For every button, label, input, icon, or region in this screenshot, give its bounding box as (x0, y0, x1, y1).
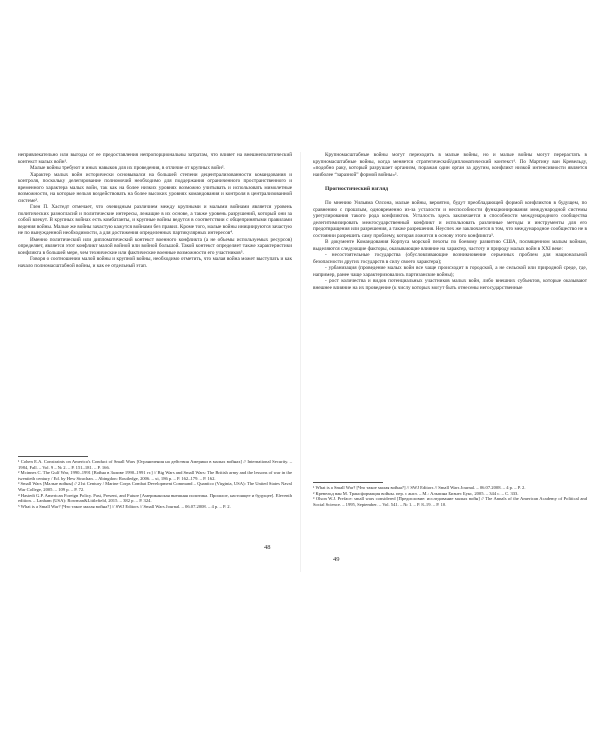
footnote: ³ Olson W.J. Preface: small wars considered [Предисловие: исследование малых войн] // The Annals of the American Academy of Political and Social Science. – 1995, September. – Vol. 541. – № 1. – P. 8–19. – P. 10. (313, 496, 587, 507)
footnote: ¹ What is a Small War? [Что такое малая война?] // SWJ Editors // Small Wars Journal. – 06.07.2008. – 4 p. – P. 2. (313, 485, 526, 490)
footnotes (313, 482, 587, 507)
left-body (18, 152, 292, 269)
footnotes (18, 456, 292, 509)
paragraph: Говоря о соотношении малой войны и крупной войны, необходимо отметить, что малая война может выступать и как начало полномасштабной войны, и как ее отдельный этап. (18, 256, 292, 269)
paragraph: По мнению Уильяма Олсона, малые войны, вероятно, будут преобладающей формой конфликтов в будущем, по сравнению с прошлым, одновременно из-за усталости и неспособности функционирования международной системы урегулирования такого рода конфликтов. Усталость здесь заключается в способности международного сообщества делегитимизировать межгосударственный конфликт и использовать различные методы и инструменты для его предотвращения или разрешения, а также разрешения. Неуспех же заключается в том, что международное сообщество не в состоянии разрешить саму проблему, которая ложится в основу этого конфликта³. (313, 200, 587, 239)
paragraph: Крупномасштабные войны могут переходить в малые войны, но и малые войны могут перерастать в крупномасштабные войны, когда меняется стратегический/дипломатический контекст¹. По Мартину ван Кревельду, «подобно раку, который разрушает организм, поражая один орган за другим, конфликт низкой интенсивности является наиболее “заразной” формой войны»². (313, 152, 587, 178)
list-item: - урбанизация (проведение малых войн все чаще происходит в городской, а не сельской или природной среде, где, например, ранее чаще характеризовались партизанские войны); (313, 265, 587, 278)
paragraph: Именно политический или дипломатический контекст военного конфликта (а не объемы используемых ресурсов) определяет, является этот конфликт малой войной или войной большой. Такой контекст определяет также характеристики конфликта в большей мере, чем технические или фактические военные возможности его участников⁵. (18, 236, 292, 256)
footnote: ² Кревельд ван М. Трансформация войны. пер. с англ. – М.: Альпина Бизнес Букс, 2005. – 344 с. – С. 333. (313, 490, 519, 496)
list-item: - несостоятельные государства (обусловливающие возникновение серьезных проблем для национальной безопасности других государств в силу своего характера); (313, 252, 587, 265)
footnote: ⁵ What is a Small War? [Что такое малая война?] // SWJ Editors // Small Wars Journal. – 06.07.2008. – 4 p. – P. 2. (18, 503, 231, 509)
page-number: 49 (333, 556, 340, 563)
footnote: ² Mcinnes C. The Gulf War, 1990–1991 [Война в Заливе 1990–1991 гг.] // Big Wars and Small Wars: The British army and the lessons of war in the twentieth century / Ed. by Hew Strachan. – Abingdon: Routledge, 2006. – xi, 186 p. – P. 162–179. – P. 162. (18, 470, 292, 481)
list-item: - рост количества и видов потенциальных участников малых войн, либо внешних субъектов, которые оказывают внешнее влияние на их проведение (к числу которых могут быть отнесены негосударственные (313, 278, 587, 291)
gutter (300, 152, 301, 572)
paragraph: В документе Командования Корпуса морской пехоты по боевому развитию США, посвященном малым войнам, выделяются следующие факторы, оказывающие влияние на характер, частоту и природу малых войн в XXI веке: (313, 239, 587, 252)
page-number: 48 (264, 544, 271, 551)
right-page (313, 152, 587, 572)
footnote: ³ Small Wars [Малые войны] // 21st Century / Marine Corps Combat Development Command – Quantico (Virginia, USA): The United States Naval War College, 2005. – 109 p. – P. 72. (18, 481, 292, 492)
footnote-divider (18, 456, 88, 457)
paragraph: Характер малых войн исторически основывался на большей степени децентрализованности командования и контроля, поскольку делегирование полномочий необходимо для поддержания ограниченного пространственного и временного характера малых войн, так как на более низких уровнях возможно учитывать и использовать мимолетные возможности, на которые нельзя воздействовать на более высоких уровнях командования и контроля в централизованной системе³. (18, 171, 292, 204)
left-page (18, 152, 292, 572)
section-heading: Прогностический взгляд (325, 186, 389, 192)
paragraph: непривлекательно или выгоды от ее предоставления непропорциональны затратам, что влияет на внешнеполитический контекст малых войн¹. (18, 152, 292, 165)
paragraph: Глен П. Хастедт отмечает, что очевидным различием между крупными и малыми войнами является уровень политических разногласий и политические интересы, лежащие в их основе, а также уровень разрушений, который они за собой влекут. В крупных войнах есть комбатанты, и крупные войны ведутся в соответствии с общепринятыми правилами ведения войны. Малые же войны зачастую кажутся войнами без правил. Кроме того, малые войны инициируются зачастую не по вынужденной необходимости, а для достижения определенных партикулярных интересов⁴. (18, 204, 292, 236)
footnote: ¹ Cohen E.A. Constraints on America's Conduct of Small Wars [Ограничения на действия Америки в малых войнах] // International Security. – 1984, Fall. – Vol. 9 – № 2. – P. 151–181. – P. 166. (18, 459, 292, 470)
paragraph: Малые войны требуют и иных навыков для их проведения, в отличие от крупных войн². (30, 165, 225, 171)
book-spread (10, 152, 590, 572)
footnote: ⁴ Hastedt G.P. American Foreign Policy. Past, Present, and Future [Американская внешняя политика. Прошлое, настоящее и будущее]. Eleventh edition. – Lanham (USA): Rowman&Littlefield, 2015. – 382 p. – P. 324. (18, 492, 292, 504)
footnote-divider (313, 482, 383, 483)
right-body (313, 152, 587, 291)
